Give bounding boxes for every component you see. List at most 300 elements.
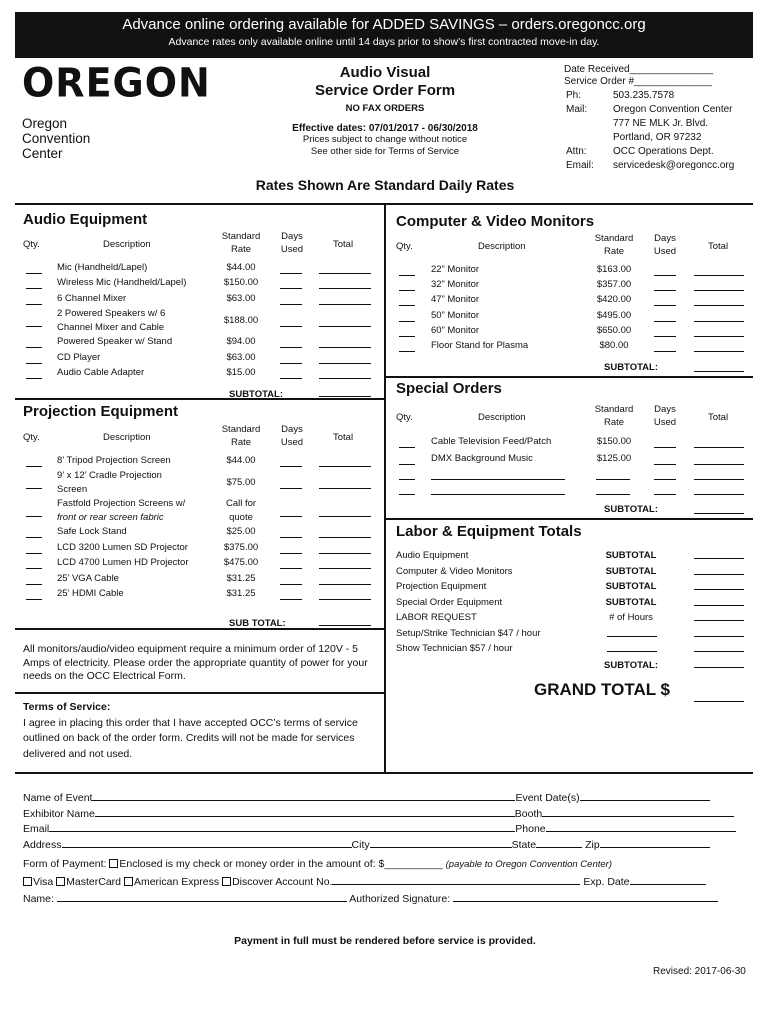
divider-monitors-special [385,376,753,378]
table-row-blank [396,483,748,498]
days-used-field[interactable] [280,279,302,289]
amex-label: American Express [133,876,220,888]
total-field[interactable] [319,354,371,364]
labor-total-field[interactable] [694,627,744,637]
item-rate: $357.00 [596,278,632,290]
total-field[interactable] [319,528,371,538]
total-field[interactable] [319,544,371,554]
audio-table [23,230,375,403]
days-used-field[interactable] [280,338,302,348]
days-used-field[interactable] [654,327,676,337]
table-row [396,293,748,308]
labor-hours-field[interactable] [607,627,657,637]
monitors-rate-header: Standard Rate [594,233,634,257]
qty-field[interactable] [26,317,42,327]
item-rate-line2: quote [229,511,253,523]
mail-line-2: 777 NE MLK Jr. Blvd. [613,118,709,129]
special-table [396,403,748,518]
payment-in-full-note: Payment in full must be rendered before service is provided. [234,935,536,947]
days-used-field[interactable] [654,485,676,495]
attn-label: Attn: [566,146,587,157]
monitors-table [396,232,748,376]
audio-subtotal-label: SUBTOTAL: [229,389,284,400]
exhibitor-name-field[interactable] [95,807,515,817]
booth-label: Booth [514,807,543,820]
total-field[interactable] [694,470,744,480]
total-field[interactable] [694,438,744,448]
online-ordering-banner [15,12,753,58]
item-rate: $44.00 [226,261,256,273]
days-used-field[interactable] [280,369,302,379]
item-description: Wireless Mic (Handheld/Lapel) [57,277,187,289]
days-used-field[interactable] [280,590,302,600]
name-label: Name: [23,893,57,905]
qty-field[interactable] [399,438,415,448]
item-description: Audio Cable Adapter [57,367,145,379]
phone-field-label: Phone [515,823,546,835]
item-rate: $44.00 [226,454,256,466]
occ-logo [22,59,211,161]
service-order-field[interactable]: Service Order #______________ [564,76,712,87]
email-value: servicedesk@oregoncc.org [613,160,735,171]
visa-checkbox[interactable] [23,877,32,886]
labor-subtotal-field[interactable] [694,658,744,668]
logo-sub-3: Center [22,146,63,161]
item-description: 25’ VGA Cable [57,572,119,584]
total-field[interactable] [694,266,744,276]
labor-row [396,596,748,612]
audio-rate-header: Standard Rate [221,231,261,255]
no-fax-notice: NO FAX ORDERS [345,103,425,114]
labor-row-label: Projection Equipment [396,581,487,592]
rate-field[interactable] [596,485,630,495]
monitors-qty-header: Qty. [396,241,413,252]
total-field[interactable] [694,455,744,465]
banner-subtext: Advance rates only available online until 14 days prior to show’s first contracted move-in day. [168,36,600,48]
audio-subtotal-field[interactable] [319,387,371,397]
qty-field[interactable] [399,312,415,322]
audio-section [23,211,147,228]
labor-row [396,549,748,565]
audio-total-header: Total [333,239,354,250]
exp-date-label: Exp. Date [583,876,630,888]
item-description: LCD 4700 Lumen HD Projector [57,557,189,569]
days-used-field[interactable] [654,342,676,352]
days-used-field[interactable] [654,312,676,322]
qty-field[interactable] [399,342,415,352]
item-description: 47” Monitor [431,294,480,306]
rates-heading: Rates Shown Are Standard Daily Rates [255,177,515,193]
item-rate: $80.00 [599,340,629,352]
labor-total-field[interactable] [694,596,744,606]
date-received-field[interactable]: Date Received_______________ [564,64,714,75]
item-rate: $75.00 [226,476,256,488]
labor-row-label: Setup/Strike Technician $47 / hour [396,627,541,639]
audio-days-header: Days Used [280,231,304,255]
days-used-field[interactable] [654,266,676,276]
logo-wordmark: OREGON [22,59,211,107]
email-field[interactable] [49,822,515,832]
item-description: 8’ Tripod Projection Screen [57,454,171,466]
grand-total-field[interactable] [694,688,744,702]
special-subtotal-label: SUBTOTAL: [604,504,659,515]
item-description: Floor Stand for Plasma [431,340,529,352]
table-row [23,335,375,351]
monitors-desc-header: Description [478,241,526,252]
table-row [23,525,375,541]
item-rate: $125.00 [596,453,632,465]
item-description: Safe Lock Stand [57,526,127,538]
qty-field[interactable] [26,559,42,569]
discover-label: Discover Account No. [232,876,333,888]
total-field[interactable] [694,342,744,352]
labor-row-label: Special Order Equipment [396,596,503,608]
special-subtotal-field[interactable] [694,504,744,514]
qty-field[interactable] [26,544,42,554]
days-used-field[interactable] [280,479,302,489]
item-rate: Call for [225,497,257,509]
special-qty-header: Qty. [396,412,413,423]
table-row [23,540,375,556]
labor-row [396,627,748,643]
days-used-field[interactable] [280,575,302,585]
phone-field[interactable] [546,822,736,832]
table-row [23,366,375,382]
qty-field[interactable] [26,264,42,274]
labor-row-subtotal: # of Hours [609,612,653,623]
table-row [23,469,375,497]
labor-row [396,580,748,596]
labor-row-label: Audio Equipment [396,550,469,561]
projection-subtotal-label: SUB TOTAL: [229,618,286,629]
labor-total-field[interactable] [694,565,744,575]
amex-checkbox[interactable] [124,877,133,886]
item-description-line2: Screen [57,483,88,495]
total-field[interactable] [694,281,744,291]
item-description: Mic (Handheld/Lapel) [57,261,148,273]
item-rate: $31.25 [226,588,256,600]
form-title-line1: Audio Visual [339,64,431,81]
table-row [396,451,748,469]
account-number-field[interactable] [332,875,580,885]
total-field[interactable] [319,369,371,379]
form-title-block [235,64,535,158]
payment-label: Form of Payment: [23,858,110,870]
days-used-field[interactable] [654,470,676,480]
table-row [396,308,748,323]
item-description: DMX Background Music [431,453,533,465]
item-rate: $375.00 [223,541,259,553]
zip-field[interactable] [600,838,710,848]
table-row [23,571,375,587]
event-dates-field[interactable] [580,791,710,801]
qty-field[interactable] [26,528,42,538]
qty-field[interactable] [26,575,42,585]
days-used-field[interactable] [280,507,302,517]
payable-note: (payable to Oregon Convention Center) [445,859,612,870]
mail-label: Mail: [566,104,588,115]
attn-value: OCC Operations Dept. [613,146,714,157]
mail-line-3: Portland, OR 97232 [613,132,702,143]
item-rate: $150.00 [223,277,259,289]
monitors-total-header: Total [708,241,729,252]
table-row [23,307,375,335]
description-field[interactable] [431,470,565,480]
logo-sub-1: Oregon [22,116,68,131]
email-label: Email: [566,160,594,171]
table-row [23,497,375,525]
exp-date-field[interactable] [630,875,706,885]
labor-subtotal-row [396,658,748,674]
table-row [23,556,375,572]
item-rate: $475.00 [223,557,259,569]
days-used-field[interactable] [654,438,676,448]
labor-row-label: LABOR REQUEST [396,612,477,623]
qty-field[interactable] [26,279,42,289]
labor-row [396,565,748,581]
labor-row [396,611,748,627]
total-field[interactable] [694,312,744,322]
item-description: 22” Monitor [431,263,480,275]
item-description: 25’ HDMI Cable [57,588,124,600]
labor-row-subtotal: SUBTOTAL [605,581,657,592]
days-used-field[interactable] [280,457,302,467]
item-description-line2: front or rear screen fabric [57,511,164,523]
contact-block [564,64,736,174]
special-desc-header: Description [478,412,526,423]
table-row [23,453,375,469]
total-field[interactable] [319,317,371,327]
qty-field[interactable] [26,479,42,489]
labor-row-label: Show Technician $57 / hour [396,643,513,654]
days-used-field[interactable] [654,281,676,291]
days-used-field[interactable] [280,559,302,569]
signature-label: Authorized Signature: [349,893,454,905]
qty-field[interactable] [26,354,42,364]
email-field-label: Email [23,823,50,835]
enclosed-label: Enclosed is my check or money order in the amount of: $__________ [119,858,443,870]
total-field[interactable] [694,296,744,306]
table-row [396,338,748,353]
labor-table [396,549,748,658]
projection-total-header: Total [333,432,354,443]
audio-qty-header: Qty. [23,239,40,250]
exhibitor-name-label: Exhibitor Name [23,807,95,820]
labor-total-field[interactable] [694,549,744,559]
table-row [396,323,748,338]
labor-row-label: Computer & Video Monitors [396,565,513,577]
table-row [396,433,748,451]
mastercard-checkbox[interactable] [56,877,65,886]
address-label: Address [23,838,62,851]
item-description: 6 Channel Mixer [57,292,127,304]
city-field[interactable] [370,838,512,848]
days-used-field[interactable] [280,354,302,364]
terms-reference-note: See other side for Terms of Service [310,146,460,157]
event-dates-label: Event Date(s) [515,792,580,804]
special-days-header: Days Used [653,404,677,428]
city-label: City [351,838,370,851]
table-row [23,276,375,292]
days-used-field[interactable] [280,295,302,305]
table-row [23,350,375,366]
item-description-line2: Channel Mixer and Cable [57,321,165,333]
banner-headline: Advance online ordering available for ADDED SAVINGS – orders.oregoncc.org [122,16,646,33]
zip-label: Zip [585,838,600,851]
event-name-field[interactable] [92,791,515,801]
item-description: Fastfold Projection Screens w/ [57,497,186,509]
item-rate: $150.00 [596,435,632,447]
table-row [396,262,748,277]
total-field[interactable] [319,279,371,289]
revised-date: Revised: 2017-06-30 [653,966,746,977]
labor-row-subtotal: SUBTOTAL [605,596,657,608]
labor-total-field[interactable] [694,580,744,590]
qty-field[interactable] [399,327,415,337]
item-description: 60” Monitor [431,324,480,336]
visa-label: Visa [33,876,54,888]
item-rate: $163.00 [596,263,632,275]
audio-title: Audio Equipment [23,211,148,228]
total-field[interactable] [319,457,371,467]
labor-section [396,523,582,540]
projection-subtotal-field[interactable] [319,616,371,626]
monitors-section [396,213,594,230]
qty-field[interactable] [399,455,415,465]
projection-table [23,423,375,632]
name-field[interactable] [57,892,347,902]
booth-field[interactable] [542,807,734,817]
item-description: 2 Powered Speakers w/ 6 [57,307,166,319]
days-used-field[interactable] [280,528,302,538]
discover-checkbox[interactable] [222,877,231,886]
days-used-field[interactable] [280,544,302,554]
qty-field[interactable] [399,281,415,291]
qty-field[interactable] [26,590,42,600]
item-description: Powered Speaker w/ Stand [57,336,173,348]
item-rate: $495.00 [596,309,632,321]
special-section [396,380,502,397]
qty-field[interactable] [26,457,42,467]
labor-row-subtotal: SUBTOTAL [605,550,657,561]
grand-total-label: GRAND TOTAL $ [534,680,671,699]
enclosed-checkbox[interactable] [109,859,118,868]
days-used-field[interactable] [280,264,302,274]
qty-field[interactable] [26,295,42,305]
item-description: 50” Monitor [431,309,480,321]
days-used-field[interactable] [654,455,676,465]
divider-bottom [15,772,753,774]
divider-center [384,203,386,773]
total-field[interactable] [319,479,371,489]
rate-field[interactable] [596,470,630,480]
qty-field[interactable] [26,369,42,379]
monitors-subtotal-label: SUBTOTAL: [604,361,659,373]
terms-title: Terms of Service: [23,701,111,713]
table-row [23,291,375,307]
item-rate: $63.00 [226,351,256,363]
days-used-field[interactable] [280,317,302,327]
mastercard-label: MasterCard [66,876,122,888]
event-name-label: Name of Event [23,792,93,804]
projection-qty-header: Qty. [23,432,40,443]
labor-subtotal-label: SUBTOTAL: [604,660,659,671]
customer-info-form [23,791,753,908]
table-row-blank [396,468,748,483]
price-change-note: Prices subject to change without notice [302,134,468,145]
labor-hours-field[interactable] [607,642,657,652]
total-field[interactable] [319,590,371,600]
total-field[interactable] [319,507,371,517]
phone-label: Ph: [566,90,582,101]
table-row [23,587,375,603]
form-title-line2: Service Order Form [314,82,456,99]
projection-desc-header: Description [103,432,151,443]
projection-days-header: Days Used [280,424,304,448]
item-rate: $31.25 [226,572,256,584]
special-rate-header: Standard Rate [594,404,634,428]
labor-total-field[interactable] [694,642,744,652]
power-requirement-note: All monitors/audio/video equipment require a minimum order of 120V - 5 Amps of electricity. Please order the appropriate quantity of power for your needs on the OCC Electrical Form. [23,643,368,682]
item-rate: $650.00 [596,324,632,336]
qty-field[interactable] [26,338,42,348]
divider-special-labor [385,518,753,520]
total-field[interactable] [319,575,371,585]
days-used-field[interactable] [654,296,676,306]
state-field[interactable] [536,838,582,848]
qty-field[interactable] [399,296,415,306]
projection-section [23,403,178,420]
special-total-header: Total [708,412,729,423]
qty-field[interactable] [399,470,415,480]
projection-rate-header: Standard Rate [221,424,261,448]
total-field[interactable] [319,559,371,569]
phone-value: 503.235.7578 [613,90,675,101]
monitors-title: Computer & Video Monitors [396,213,595,230]
special-title: Special Orders [396,380,502,397]
item-description: LCD 3200 Lumen SD Projector [57,541,188,553]
item-rate: $94.00 [226,336,256,348]
labor-total-field[interactable] [694,611,744,621]
item-rate: $63.00 [226,292,256,304]
item-description: CD Player [57,351,101,363]
total-field[interactable] [694,485,744,495]
labor-title: Labor & Equipment Totals [396,523,582,540]
monitors-subtotal-field[interactable] [694,362,744,372]
qty-field[interactable] [399,266,415,276]
total-field[interactable] [319,295,371,305]
monitors-days-header: Days Used [653,233,677,257]
item-description: 32” Monitor [431,278,480,290]
total-field[interactable] [319,264,371,274]
item-rate: $15.00 [226,367,256,379]
qty-field[interactable] [26,507,42,517]
address-field[interactable] [62,838,352,848]
item-description: Cable Television Feed/Patch [431,435,552,447]
qty-field[interactable] [399,485,415,495]
item-rate: $188.00 [223,314,259,326]
table-row [396,277,748,292]
total-field[interactable] [694,327,744,337]
projection-title: Projection Equipment [23,403,179,420]
signature-field[interactable] [453,892,718,902]
table-row [23,260,375,276]
item-description: 9’ x 12’ Cradle Projection [57,469,162,481]
description-field[interactable] [431,485,565,495]
audio-desc-header: Description [103,239,151,250]
item-rate: $25.00 [226,526,256,538]
total-field[interactable] [319,338,371,348]
